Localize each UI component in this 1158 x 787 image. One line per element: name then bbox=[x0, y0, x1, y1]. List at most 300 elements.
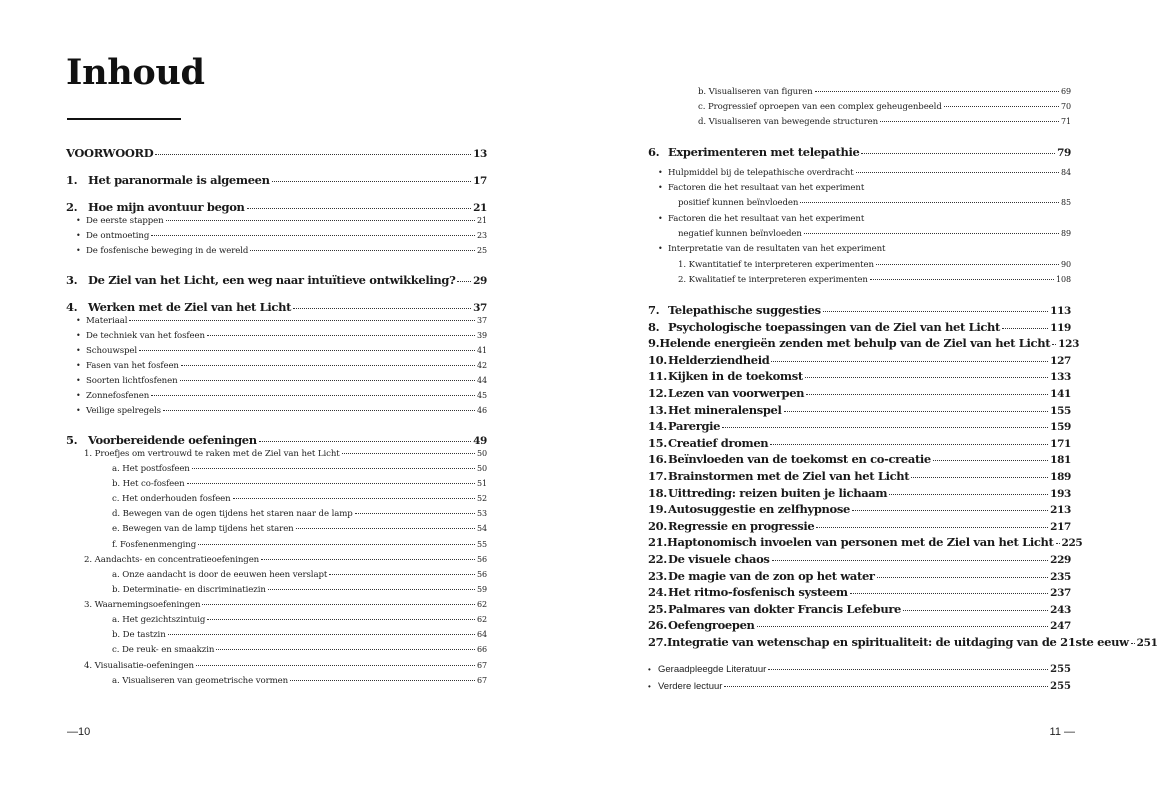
toc-entry-label: Geraadpleegde Literatuur bbox=[658, 664, 767, 675]
toc-entry-label: a. Het postfosfeen bbox=[112, 464, 190, 474]
toc-entry-page: 37 bbox=[477, 316, 487, 325]
bullet-icon: • bbox=[658, 183, 663, 192]
toc-entry bbox=[678, 275, 1071, 285]
toc-entry-label: a. Onze aandacht is door de eeuwen heen verslapt bbox=[112, 570, 328, 580]
dot-leader bbox=[272, 181, 471, 182]
toc-entry-label: b. Determinatie- en discriminatiezin bbox=[112, 585, 266, 595]
toc-entry bbox=[112, 570, 487, 580]
toc-entry-label: Het mineralenspel bbox=[668, 402, 782, 417]
toc-entry-number: 25. bbox=[648, 601, 667, 616]
bullet-icon: • bbox=[76, 391, 81, 400]
toc-entry-page: 84 bbox=[1061, 168, 1071, 177]
dot-leader bbox=[180, 380, 475, 381]
toc-entry-label: Psychologische toepassingen van de Ziel van het Licht bbox=[668, 319, 1001, 334]
toc-entry-label: Brainstormen met de Ziel van het Licht bbox=[668, 469, 910, 483]
toc-entry-page: 69 bbox=[1061, 87, 1071, 96]
toc-entry-page: 89 bbox=[1061, 229, 1071, 238]
dot-leader bbox=[770, 444, 1048, 445]
toc-entry-label: De eerste stappen bbox=[86, 216, 164, 226]
dot-leader bbox=[290, 680, 475, 681]
toc-entry-label: Parergie bbox=[668, 419, 721, 434]
toc-entry-number: 8. bbox=[648, 319, 660, 334]
left-page bbox=[0, 0, 571, 787]
bullet-icon: • bbox=[76, 216, 81, 225]
dot-leader bbox=[784, 411, 1049, 412]
toc-entry-page: 50 bbox=[477, 449, 487, 458]
toc-entry-number: 6. bbox=[648, 145, 660, 159]
toc-entry-number: 3. bbox=[66, 273, 78, 287]
toc-entry-label: a. Het gezichtszintuig bbox=[112, 615, 206, 625]
toc-entry-page: 159 bbox=[1050, 421, 1071, 434]
toc-entry-label: Experimenteren met telepathie bbox=[668, 145, 860, 159]
toc-entry-label: Autosuggestie en zelfhypnose bbox=[668, 502, 850, 517]
toc-entry-page: 56 bbox=[477, 555, 487, 564]
toc-entry bbox=[76, 246, 487, 256]
toc-entry bbox=[66, 173, 487, 187]
dot-leader bbox=[852, 510, 1048, 511]
dot-leader bbox=[355, 513, 475, 514]
toc-entry-page: 64 bbox=[477, 630, 487, 639]
toc-entry-number: 15. bbox=[648, 435, 667, 450]
toc-entry-page: 52 bbox=[477, 494, 487, 503]
toc-entry bbox=[66, 146, 487, 160]
toc-entry-label: Telepathische suggesties bbox=[668, 303, 821, 317]
toc-entry bbox=[648, 535, 1083, 550]
toc-entry-page: 123 bbox=[1058, 338, 1080, 351]
toc-entry bbox=[112, 645, 487, 655]
bullet-icon: • bbox=[648, 682, 651, 691]
toc-entry bbox=[112, 509, 487, 519]
toc-entry-page: 67 bbox=[477, 661, 487, 670]
toc-entry-label: Verdere lectuur bbox=[658, 681, 723, 692]
toc-entry bbox=[658, 168, 1071, 178]
toc-entry-label: d. Bewegen van de ogen tijdens het staren naar de lamp bbox=[112, 509, 353, 519]
dot-leader bbox=[768, 669, 1048, 670]
toc-entry-label: Materiaal bbox=[86, 316, 128, 326]
toc-entry-page: 70 bbox=[1061, 102, 1071, 111]
bullet-icon: • bbox=[76, 376, 81, 385]
toc-entry bbox=[648, 486, 1071, 500]
toc-entry-page: 59 bbox=[477, 585, 487, 594]
toc-entry-page: 90 bbox=[1061, 260, 1071, 269]
toc-entry-page: 13 bbox=[473, 148, 487, 160]
dot-leader bbox=[823, 311, 1048, 312]
toc-entry-label: 2. Aandachts- en concentratieoefeningen bbox=[84, 555, 260, 565]
toc-entry bbox=[112, 676, 487, 686]
toc-entry-label: Helende energieën zenden met behulp van de Ziel van het Licht bbox=[659, 336, 1051, 351]
dot-leader bbox=[202, 604, 475, 605]
dot-leader bbox=[816, 527, 1048, 528]
toc-entry-page: 127 bbox=[1050, 354, 1071, 367]
bullet-icon: • bbox=[658, 214, 663, 223]
toc-entry-number: 10. bbox=[648, 352, 667, 367]
toc-entry-label: negatief kunnen beïnvloeden bbox=[678, 229, 802, 239]
toc-entry-page: 243 bbox=[1050, 603, 1071, 616]
toc-entry bbox=[66, 300, 487, 314]
toc-entry-label: b. De tastzin bbox=[112, 630, 166, 640]
toc-entry-label: Factoren die het resultaat van het experiment bbox=[668, 183, 865, 193]
dot-leader bbox=[876, 264, 1059, 265]
dot-leader bbox=[259, 441, 471, 442]
toc-entry-label: Zonnefosfenen bbox=[86, 391, 150, 401]
toc-entry-label: 1. Kwantitatief te interpreteren experimenten bbox=[678, 260, 874, 270]
toc-entry-label: Hulpmiddel bij de telepathische overdracht bbox=[668, 168, 854, 178]
toc-entry-page: 66 bbox=[477, 645, 487, 654]
bullet-icon: • bbox=[76, 246, 81, 255]
toc-entry bbox=[648, 145, 1071, 159]
toc-entry bbox=[112, 630, 487, 640]
dot-leader bbox=[1002, 328, 1048, 329]
toc-entry-number: 9. bbox=[648, 336, 660, 351]
toc-entry-page: 42 bbox=[477, 361, 487, 370]
toc-entry-label: De techniek van het fosfeen bbox=[86, 331, 205, 341]
toc-entry-number: 1. bbox=[66, 173, 78, 187]
toc-entry-page: 251 bbox=[1136, 637, 1158, 649]
toc-entry-label: Creatief dromen bbox=[668, 435, 769, 450]
toc-entry-page: 213 bbox=[1050, 504, 1071, 517]
toc-entry-page: 141 bbox=[1050, 388, 1071, 400]
toc-entry-number: 24. bbox=[648, 585, 667, 600]
dot-leader bbox=[911, 477, 1048, 478]
toc-entry-label: b. Het co-fosfeen bbox=[112, 479, 185, 489]
toc-entry bbox=[76, 346, 487, 356]
toc-entry-number: 11. bbox=[648, 369, 667, 384]
toc-entry bbox=[648, 369, 1071, 383]
dot-leader bbox=[216, 649, 475, 650]
toc-entry-number: 19. bbox=[648, 502, 667, 517]
dot-leader bbox=[296, 528, 475, 529]
toc-entry-label: De ontmoeting bbox=[86, 231, 150, 241]
toc-entry-page: 25 bbox=[477, 246, 487, 255]
toc-entry-label: De Ziel van het Licht, een weg naar intuïtieve ontwikkeling? bbox=[88, 273, 456, 287]
toc-entry bbox=[678, 260, 1071, 270]
toc-entry-number: 17. bbox=[648, 469, 667, 483]
toc-entry-page: 21 bbox=[477, 216, 487, 225]
bullet-icon: • bbox=[76, 406, 81, 415]
toc-entry bbox=[658, 214, 1071, 224]
toc-entry-page: 62 bbox=[477, 600, 487, 609]
toc-entry bbox=[648, 569, 1071, 583]
toc-entry bbox=[648, 618, 1071, 632]
toc-entry bbox=[648, 585, 1071, 599]
toc-entry bbox=[648, 519, 1071, 533]
toc-entry bbox=[84, 555, 487, 565]
toc-entry-number: 7. bbox=[648, 303, 660, 317]
dot-leader bbox=[198, 544, 475, 545]
toc-entry-number: 26. bbox=[648, 618, 667, 633]
dot-leader bbox=[757, 626, 1049, 627]
toc-entry bbox=[698, 117, 1071, 127]
toc-entry-label: 2. Kwalitatief te interpreteren experimenten bbox=[678, 275, 868, 285]
toc-entry-page: 119 bbox=[1050, 321, 1071, 334]
toc-entry-label: Kijken in de toekomst bbox=[668, 369, 803, 384]
dot-leader bbox=[805, 377, 1048, 378]
dot-leader bbox=[268, 589, 475, 590]
toc-entry bbox=[76, 406, 487, 416]
toc-entry-page: 237 bbox=[1050, 587, 1071, 600]
dot-leader bbox=[1131, 643, 1135, 644]
toc-entry bbox=[698, 87, 1071, 97]
toc-entry bbox=[112, 585, 487, 595]
toc-entry-label: De fosfenische beweging in de wereld bbox=[86, 246, 249, 256]
toc-entry-page: 247 bbox=[1050, 620, 1071, 633]
toc-entry-page: 49 bbox=[473, 435, 487, 447]
toc-entry-page: 41 bbox=[477, 346, 487, 355]
toc-entry-page: 255 bbox=[1050, 681, 1071, 692]
dot-leader bbox=[192, 468, 475, 469]
dot-leader bbox=[724, 686, 1048, 687]
toc-entry-label: Factoren die het resultaat van het experiment bbox=[668, 214, 865, 224]
toc-entry bbox=[66, 200, 487, 214]
dot-leader bbox=[800, 202, 1059, 203]
dot-leader bbox=[151, 395, 475, 396]
toc-entry bbox=[76, 391, 487, 401]
toc-entry-page: 71 bbox=[1061, 117, 1071, 126]
toc-entry-page: 113 bbox=[1050, 305, 1071, 317]
toc-entry-page: 45 bbox=[477, 391, 487, 400]
toc-entry bbox=[112, 524, 487, 534]
toc-entry-page: 37 bbox=[473, 302, 487, 314]
toc-entry-label: Voorbereidende oefeningen bbox=[88, 433, 257, 447]
bullet-icon: • bbox=[76, 331, 81, 340]
toc-entry bbox=[76, 216, 487, 226]
toc-entry-page: 217 bbox=[1050, 520, 1071, 533]
toc-entry bbox=[112, 494, 487, 504]
toc-entry bbox=[76, 231, 487, 241]
toc-entry-label: Integratie van wetenschap en spiritualiteit: de uitdaging van de 21ste eeuw bbox=[666, 635, 1129, 649]
toc-entry bbox=[76, 316, 487, 326]
toc-entry bbox=[76, 376, 487, 386]
toc-entry bbox=[648, 502, 1071, 516]
toc-entry-page: 155 bbox=[1050, 404, 1071, 417]
toc-entry bbox=[66, 273, 487, 287]
toc-entry-page: 21 bbox=[473, 202, 487, 214]
toc-entry bbox=[76, 331, 487, 341]
toc-entry bbox=[84, 600, 487, 610]
dot-leader bbox=[233, 498, 475, 499]
toc-entry-label: Het ritmo-fosfenisch systeem bbox=[668, 585, 848, 600]
toc-entry-label: Beïnvloeden van de toekomst en co-creatie bbox=[668, 452, 931, 467]
dot-leader bbox=[903, 610, 1048, 611]
toc-entry-label: Veilige spelregels bbox=[86, 406, 161, 416]
dot-leader bbox=[196, 665, 475, 666]
dot-leader bbox=[1052, 344, 1056, 345]
toc-entry-label: positief kunnen beïnvloeden bbox=[678, 198, 799, 208]
toc-entry bbox=[66, 433, 487, 447]
toc-entry-label: Schouwspel bbox=[86, 346, 138, 356]
toc-entry bbox=[648, 403, 1071, 417]
toc-entry bbox=[648, 452, 1071, 466]
toc-entry bbox=[648, 552, 1071, 566]
toc-entry-label: De magie van de zon op het water bbox=[668, 568, 875, 583]
bullet-icon: • bbox=[648, 665, 651, 674]
toc-entry-number: 16. bbox=[648, 452, 667, 467]
toc-entry-page: 50 bbox=[477, 464, 487, 473]
toc-entry bbox=[658, 183, 1071, 193]
toc-entry bbox=[648, 336, 1080, 351]
toc-entry-label: 3. Waarnemingsoefeningen bbox=[84, 600, 201, 610]
dot-leader bbox=[139, 350, 475, 351]
dot-leader bbox=[880, 121, 1059, 122]
toc-entry-label: c. De reuk- en smaakzin bbox=[112, 645, 215, 655]
toc-entry bbox=[648, 469, 1071, 483]
bullet-icon: • bbox=[76, 361, 81, 370]
toc-entry bbox=[648, 602, 1071, 616]
dot-leader bbox=[771, 361, 1048, 362]
dot-leader bbox=[155, 154, 471, 155]
toc-entry bbox=[678, 229, 1071, 239]
toc-entry-page: 235 bbox=[1050, 570, 1071, 583]
toc-entry bbox=[76, 361, 487, 371]
toc-entry-number: 12. bbox=[648, 386, 667, 400]
toc-entry-label: Soorten lichtfosfenen bbox=[86, 376, 178, 386]
toc-entry-page: 79 bbox=[1057, 147, 1071, 159]
toc-entry bbox=[648, 436, 1071, 450]
bullet-icon: • bbox=[658, 244, 663, 253]
toc-entry-label: Lezen van voorwerpen bbox=[668, 386, 805, 400]
toc-entry-label: Helderziendheid bbox=[668, 352, 770, 367]
toc-entry-page: 55 bbox=[477, 540, 487, 549]
toc-entry-page: 193 bbox=[1050, 487, 1071, 500]
dot-leader bbox=[163, 410, 475, 411]
dot-leader bbox=[329, 574, 475, 575]
toc-entry-label: f. Fosfenenmenging bbox=[112, 540, 197, 550]
toc-entry bbox=[648, 681, 1071, 692]
toc-entry-number: 2. bbox=[66, 200, 78, 214]
toc-entry-page: 255 bbox=[1050, 664, 1071, 675]
toc-entry-number: 5. bbox=[66, 433, 78, 447]
dot-leader bbox=[889, 494, 1048, 495]
toc-entry-page: 39 bbox=[477, 331, 487, 340]
toc-entry-page: 23 bbox=[477, 231, 487, 240]
toc-entry-label: De visuele chaos bbox=[668, 552, 770, 566]
toc-entry bbox=[648, 635, 1158, 649]
dot-leader bbox=[815, 91, 1059, 92]
toc-entry bbox=[658, 244, 1071, 254]
toc-entry-number: 20. bbox=[648, 518, 667, 533]
toc-entry-label: b. Visualiseren van figuren bbox=[698, 87, 813, 97]
toc-entry-label: e. Bewegen van de lamp tijdens het staren bbox=[112, 524, 294, 534]
dot-leader bbox=[207, 619, 475, 620]
toc-entry-number: 22. bbox=[648, 552, 667, 566]
toc-entry bbox=[84, 449, 487, 459]
toc-entry-label: Uittreding: reizen buiten je lichaam bbox=[668, 485, 888, 500]
toc-entry-label: d. Visualiseren van bewegende structuren bbox=[698, 117, 879, 127]
toc-entry-number: 4. bbox=[66, 300, 78, 314]
toc-entry-number: 21. bbox=[648, 535, 667, 550]
toc-entry-page: 51 bbox=[477, 479, 487, 488]
dot-leader bbox=[856, 172, 1059, 173]
dot-leader bbox=[722, 427, 1048, 428]
toc-entry bbox=[648, 664, 1071, 675]
toc-entry-page: 17 bbox=[473, 175, 487, 187]
dot-leader bbox=[861, 153, 1055, 154]
page-number-right: 11 — bbox=[1049, 726, 1075, 738]
toc-entry-number: 18. bbox=[648, 485, 667, 500]
dot-leader bbox=[1056, 543, 1060, 544]
toc-entry bbox=[648, 320, 1071, 334]
dot-leader bbox=[151, 235, 475, 236]
toc-entry bbox=[648, 303, 1071, 317]
toc-entry bbox=[698, 102, 1071, 112]
dot-leader bbox=[944, 106, 1059, 107]
toc-entry-page: 53 bbox=[477, 509, 487, 518]
toc-entry bbox=[84, 661, 487, 671]
toc-entry-label: Hoe mijn avontuur begon bbox=[88, 200, 245, 214]
page-title: Inhoud bbox=[66, 52, 205, 93]
dot-leader bbox=[181, 365, 475, 366]
dot-leader bbox=[772, 560, 1049, 561]
toc-entry bbox=[112, 540, 487, 550]
dot-leader bbox=[870, 279, 1054, 280]
toc-entry-label: Haptonomisch invoelen van personen met de Ziel van het Licht bbox=[666, 535, 1054, 550]
dot-leader bbox=[877, 577, 1049, 578]
toc-entry-page: 29 bbox=[473, 275, 487, 287]
toc-entry-number: 27. bbox=[648, 635, 667, 649]
dot-leader bbox=[250, 250, 475, 251]
dot-leader bbox=[293, 308, 471, 309]
toc-entry-page: 62 bbox=[477, 615, 487, 624]
toc-entry-page: 67 bbox=[477, 676, 487, 685]
bullet-icon: • bbox=[76, 231, 81, 240]
bullet-icon: • bbox=[76, 346, 81, 355]
toc-entry-page: 44 bbox=[477, 376, 487, 385]
toc-entry-label: Interpretatie van de resultaten van het experiment bbox=[668, 244, 886, 254]
toc-entry-label: 4. Visualisatie-oefeningen bbox=[84, 661, 194, 671]
dot-leader bbox=[168, 634, 475, 635]
dot-leader bbox=[457, 281, 471, 282]
dot-leader bbox=[261, 559, 475, 560]
right-page bbox=[571, 0, 1158, 787]
dot-leader bbox=[207, 335, 475, 336]
toc-entry-label: Palmares van dokter Francis Lefebure bbox=[668, 601, 902, 616]
toc-entry-label: c. Progressief oproepen van een complex geheugenbeeld bbox=[698, 102, 942, 112]
toc-entry-number: 23. bbox=[648, 568, 667, 583]
toc-entry-label: Werken met de Ziel van het Licht bbox=[88, 300, 292, 314]
dot-leader bbox=[342, 453, 475, 454]
dot-leader bbox=[804, 233, 1059, 234]
dot-leader bbox=[247, 208, 472, 209]
toc-entry-page: 225 bbox=[1061, 537, 1083, 550]
page-number-left: —10 bbox=[67, 726, 91, 738]
toc-entry-label: 1. Proefjes om vertrouwd te raken met de Ziel van het Licht bbox=[84, 449, 340, 459]
toc-entry bbox=[112, 464, 487, 474]
toc-entry bbox=[648, 386, 1071, 400]
toc-entry-page: 54 bbox=[477, 524, 487, 533]
toc-entry bbox=[648, 419, 1071, 433]
toc-entry-label: VOORWOORD bbox=[66, 146, 154, 160]
bullet-icon: • bbox=[76, 316, 81, 325]
toc-entry-number: 14. bbox=[648, 419, 667, 434]
dot-leader bbox=[850, 593, 1048, 594]
dot-leader bbox=[806, 394, 1048, 395]
toc-entry-label: a. Visualiseren van geometrische vormen bbox=[112, 676, 289, 686]
bullet-icon: • bbox=[658, 168, 663, 177]
toc-entry-page: 189 bbox=[1050, 471, 1071, 483]
toc-entry bbox=[112, 479, 487, 489]
toc-entry-page: 133 bbox=[1050, 371, 1071, 384]
toc-entry-page: 171 bbox=[1050, 437, 1071, 450]
toc-entry-label: Oefengroepen bbox=[668, 618, 755, 633]
toc-entry-page: 46 bbox=[477, 406, 487, 415]
dot-leader bbox=[933, 460, 1048, 461]
toc-entry-label: Regressie en progressie bbox=[668, 518, 815, 533]
toc-entry-page: 85 bbox=[1061, 198, 1071, 207]
title-rule bbox=[67, 118, 181, 120]
toc-entry-label: c. Het onderhouden fosfeen bbox=[112, 494, 231, 504]
toc-entry-label: Fasen van het fosfeen bbox=[86, 361, 179, 371]
toc-entry bbox=[648, 353, 1071, 367]
